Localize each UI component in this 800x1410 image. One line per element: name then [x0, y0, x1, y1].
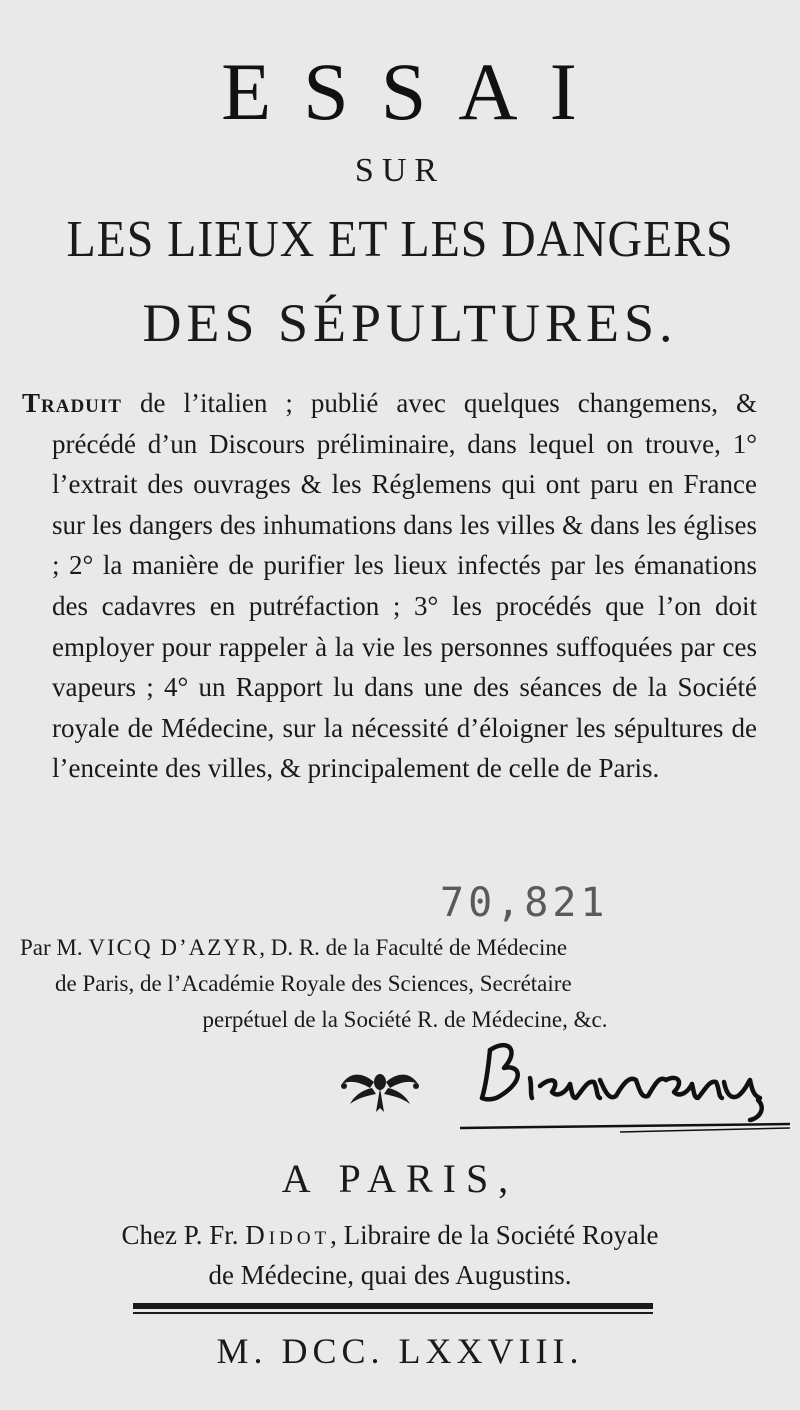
- publication-year: M. DCC. LXXVIII.: [216, 1331, 584, 1371]
- author-line-3: perpétuel de la Société R. de Médecine, &c.: [202, 1007, 608, 1032]
- author-line-1-suffix: , D. R. de la Faculté de Médecine: [259, 935, 568, 960]
- publisher-prefix: Chez P. Fr.: [121, 1220, 246, 1250]
- imprint-place: A PARIS,: [281, 1156, 519, 1201]
- publisher-line-1: [20, 1215, 760, 1255]
- publisher-block: [20, 1215, 760, 1295]
- author-line-2: de Paris, de l’Académie Royale des Sciences, Secrétaire: [55, 971, 572, 996]
- description-paragraph: [22, 383, 757, 789]
- description-lead: Traduit: [22, 388, 122, 418]
- publisher-line-1-suffix: , Libraire de la Société Royale: [330, 1220, 659, 1250]
- fleuron-ornament-icon: [340, 1060, 420, 1120]
- author-name: VICQ D’AZYR: [88, 935, 260, 960]
- publisher-line-2: de Médecine, quai des Augustins.: [208, 1260, 572, 1290]
- author-line-1: [20, 930, 760, 966]
- author-prefix: Par M.: [20, 935, 89, 960]
- title-lieux-dangers: LES LIEUX ET LES DANGERS: [66, 211, 734, 268]
- title-essai: ESSAI: [221, 46, 609, 137]
- publisher-name: Didot: [245, 1220, 331, 1250]
- title-sur: SUR: [354, 152, 446, 189]
- handwritten-signature: [460, 1020, 790, 1140]
- double-rule-divider: [133, 1303, 653, 1315]
- title-sepultures: DES SÉPULTURES.: [142, 293, 678, 353]
- library-stamp-number: 70,821: [440, 880, 609, 926]
- description-text: de l’italien ; publié avec quelques changemens, & précédé d’un Discours préliminaire, dans lequel on trouve, 1° l’extrait des ouvrages & les Réglemens qui ont paru en France sur les dangers des inhumations dans les villes & dans les églises ; 2° la manière de purifier les lieux infectés par les émanations des cadavres en putréfaction ; 3° les procédés que l’on doit employer pour rappeler à la vie les personnes suffoquées par ces vapeurs ; 4° un Rapport lu dans une des séances de la Société royale de Médecine, sur la nécessité d’éloigner les sépultures de l’enceinte des villes, & principalement de celle de Paris.: [52, 388, 757, 784]
